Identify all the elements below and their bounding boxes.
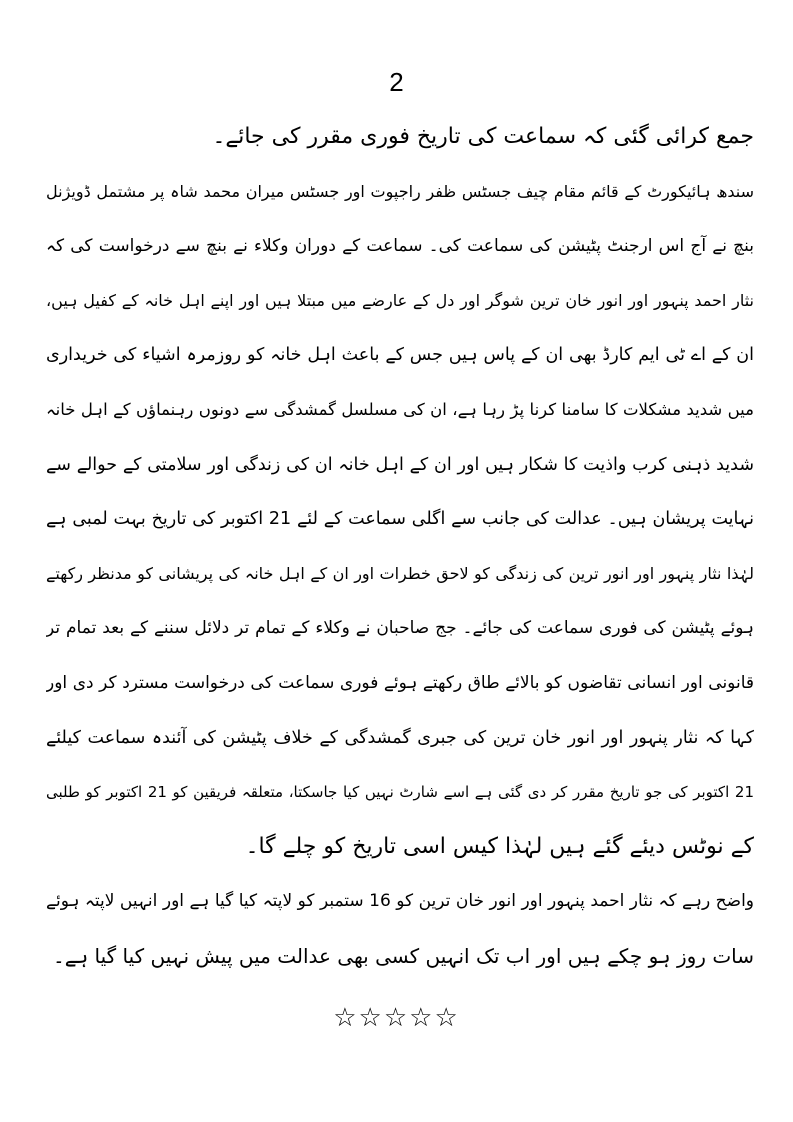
text-line-15: واضح رہے کہ نثار احمد پنہور اور انور خان ترین کو 16 ستمبر کو لاپتہ کیا گیا ہے اور انہیں لاپتہ ہوئے — [46, 891, 754, 912]
text-line-11: قانونی اور انسانی تقاضوں کو بالائے طاق رکھتے ہوئے فوری سماعت کی درخواست مسترد کر دی اور — [46, 672, 754, 693]
text-line-3: بنچ نے آج اس ارجنٹ پٹیشن کی سماعت کی۔ سماعت کے دوران وکلاء نے بنچ سے درخواست کی کہ — [46, 236, 754, 257]
text-line-16: سات روز ہو چکے ہیں اور اب تک انہیں کسی بھی عدالت میں پیش نہیں کیا گیا ہے۔ — [53, 943, 754, 968]
text-line-10: ہوئے پٹیشن کی فوری سماعت کی جائے۔ جج صاحبان نے وکلاء کے تمام تر دلائل سننے کے بعد تمام تر — [46, 618, 754, 639]
text-line-4: نثار احمد پنہور اور انور خان ترین شوگر اور دل کے عارضے میں مبتلا ہیں اور اپنے اہل خانہ کے کفیل ہیں، — [46, 290, 754, 310]
page-number: 2 — [389, 67, 404, 97]
text-line-2: سندھ ہائیکورٹ کے قائم مقام چیف جسٹس ظفر راجپوت اور جسٹس میران محمد شاہ پر مشتمل ڈویژنل — [46, 181, 754, 201]
text-line-14: کے نوٹس دیئے گئے ہیں لہٰذا کیس اسی تاریخ کو چلے گا۔ — [245, 833, 754, 859]
text-line-12: کہا کہ نثار پنہور اور انور خان ترین کی جبری گمشدگی کے خلاف پٹیشن کی آئندہ سماعت کیلئے — [46, 727, 754, 748]
text-line-1: جمع کرائی گئی کہ سماعت کی تاریخ فوری مقرر کی جائے۔ — [212, 124, 754, 149]
text-line-9: لہٰذا نثار پنہور اور انور ترین کی زندگی کو لاحق خطرات اور ان کے اہل خانہ کی پریشانی کو مدنظر رکھتے — [46, 563, 754, 583]
text-line-6: میں شدید مشکلات کا سامنا کرنا پڑ رہا ہے، ان کی مسلسل گمشدگی سے دونوں رہنماؤں کے اہل خانہ — [46, 399, 754, 419]
article-body — [46, 110, 754, 984]
end-mark-stars: ☆☆☆☆☆ — [333, 1003, 460, 1033]
text-line-5: ان کے اے ٹی ایم کارڈ بھی ان کے پاس ہیں جس کے باعث اہل خانہ کو روزمرہ اشیاء کی خریداری — [46, 345, 754, 366]
text-line-8: نہایت پریشان ہیں۔ عدالت کی جانب سے اگلی سماعت کے لئے 21 اکتوبر کی تاریخ بہت لمبی ہے — [46, 509, 754, 530]
text-line-13: 21 اکتوبر کی جو تاریخ مقرر کر دی گئی ہے اسے شارٹ نہیں کیا جاسکتا، متعلقہ فریقین کو 21 اکتوبر کو طلبی — [46, 783, 754, 802]
text-line-7: شدید ذہنی کرب واذیت کا شکار ہیں اور ان کے اہل خانہ ان کی زندگی اور سلامتی کے حوالے سے — [46, 454, 754, 475]
